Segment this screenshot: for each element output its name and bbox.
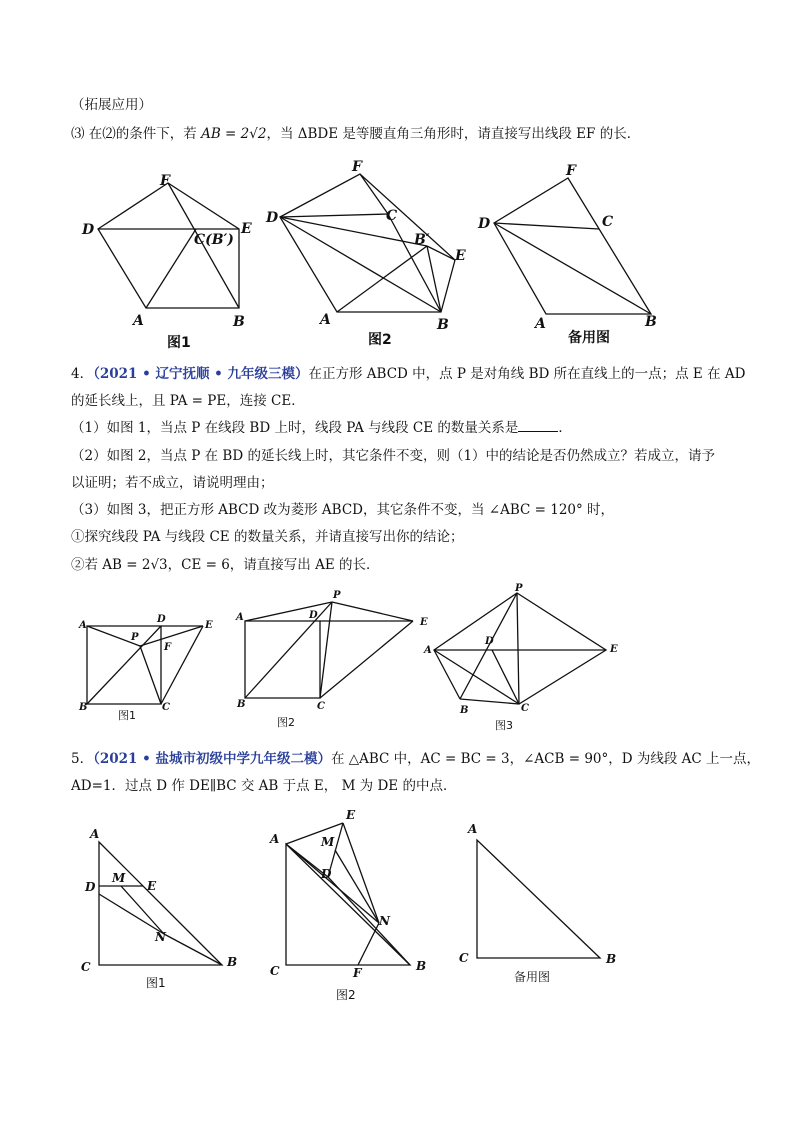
caption-top-fig1: 图1 — [167, 335, 191, 351]
p5-number: 5． — [71, 751, 94, 767]
p4-sub3-b: ②若 AB = 2√3，CE = 6，请直接写出 AE 的长． — [71, 557, 380, 573]
label-A: A — [236, 612, 244, 623]
label-C: C — [521, 703, 529, 714]
p4-sub1 — [71, 419, 572, 437]
p5-fig1 — [81, 827, 237, 990]
label-P: P — [131, 632, 139, 643]
label-C: C — [162, 702, 170, 713]
label-A: A — [535, 316, 546, 332]
label-N: N — [379, 914, 390, 928]
label-C: C — [602, 214, 614, 230]
label-CB: C(B′) — [194, 232, 234, 248]
label-D: D — [157, 614, 166, 625]
label-B: B — [233, 314, 245, 330]
label-F: F — [353, 966, 362, 980]
label-B: B — [606, 952, 617, 966]
label-F: F — [164, 642, 172, 653]
label-B: B — [437, 317, 449, 333]
label-B: B — [645, 314, 657, 330]
p5-fig-spare — [459, 822, 616, 984]
top-fig2 — [265, 159, 466, 348]
q3-math: AB = 2√2 — [201, 126, 267, 142]
top-figure-row — [0, 0, 794, 360]
caption-p4-fig3: 图3 — [495, 719, 513, 732]
label-A: A — [424, 645, 432, 656]
label-F: F — [160, 173, 170, 189]
label-A: A — [133, 313, 144, 329]
p4-line2: 的延长线上，且 PA = PE，连接 CE． — [71, 393, 305, 409]
label-A: A — [468, 822, 478, 836]
p5-line1 — [71, 750, 760, 768]
label-A: A — [79, 620, 87, 631]
p5-figure-row — [0, 800, 794, 1020]
label-D: D — [85, 880, 96, 894]
p5-line1-rest: 在 △ABC 中，AC = BC = 3，∠ACB = 90°，D 为线段 AC 上一点， — [330, 751, 761, 767]
caption-p5-fig1: 图1 — [146, 976, 166, 990]
label-B: B — [416, 959, 427, 973]
label-B: B — [237, 699, 246, 710]
top-fig-spare — [477, 163, 657, 346]
label-B-prime: B′ — [414, 232, 430, 248]
label-E: E — [147, 879, 157, 893]
p4-fig3 — [423, 583, 618, 732]
q3-prefix: ⑶ 在⑵的条件下，若 — [71, 126, 202, 142]
label-C: C — [270, 964, 280, 978]
caption-top-spare: 备用图 — [568, 330, 610, 346]
label-A: A — [90, 827, 100, 841]
label-F: F — [566, 163, 576, 179]
label-N: N — [155, 930, 166, 944]
p4-fig2 — [235, 590, 428, 729]
label-D: D — [82, 222, 95, 238]
label-P: P — [515, 583, 523, 594]
p4-sub3: （3）如图 3，把正方形 ABCD 改为菱形 ABCD，其它条件不变，当 ∠ABC = 120° 时， — [71, 502, 615, 518]
caption-p5-fig2: 图2 — [336, 988, 356, 1002]
label-P: P — [333, 590, 341, 601]
p5-fig2 — [269, 808, 426, 1002]
p4-sub2-line2: 以证明；若不成立，请说明理由； — [71, 475, 274, 491]
label-D: D — [478, 216, 491, 232]
label-F: F — [352, 159, 362, 175]
label-C: C — [317, 701, 325, 712]
label-E: E — [205, 620, 213, 631]
label-M: M — [321, 835, 335, 849]
label-B: B — [227, 955, 238, 969]
answer-blank[interactable] — [518, 419, 558, 432]
section-label: （拓展应用） — [71, 97, 152, 113]
label-D: D — [309, 610, 318, 621]
label-E: E — [610, 644, 618, 655]
p4-number: 4． — [71, 366, 94, 382]
caption-p4-fig1: 图1 — [118, 709, 136, 722]
p4-sub1-end: ． — [558, 420, 572, 436]
label-C: C — [81, 960, 91, 974]
p4-fig1 — [78, 614, 213, 722]
caption-p5-spare: 备用图 — [514, 970, 551, 984]
p4-line1-rest: 在正方形 ABCD 中，点 P 是对角线 BD 所在直线上的一点；点 E 在 AD — [308, 366, 746, 382]
caption-top-fig2: 图2 — [368, 332, 392, 348]
p4-source: （2021 • 辽宁抚顺 • 九年级三模） — [93, 366, 309, 382]
p5-source: （2021 • 盐城市初级中学九年级二模） — [93, 751, 331, 767]
label-B: B — [79, 702, 88, 713]
label-A: A — [270, 832, 280, 846]
label-D: D — [321, 867, 332, 881]
label-E: E — [455, 248, 466, 264]
p4-sub3-a: ①探究线段 PA 与线段 CE 的数量关系，并请直接写出你的结论； — [71, 529, 464, 545]
label-M: M — [112, 871, 126, 885]
p4-line1 — [71, 365, 745, 383]
top-fig1 — [81, 173, 252, 351]
label-D: D — [266, 210, 279, 226]
label-E: E — [346, 808, 356, 822]
p4-figure-row — [0, 580, 794, 740]
caption-p4-fig2: 图2 — [277, 716, 295, 729]
label-E: E — [241, 221, 252, 237]
label-A: A — [320, 312, 331, 328]
label-C: C — [386, 208, 398, 224]
p4-sub1-text: （1）如图 1，当点 P 在线段 BD 上时，线段 PA 与线段 CE 的数量关系是 — [71, 420, 519, 436]
label-D: D — [485, 636, 494, 647]
q3-suffix: ，当 ΔBDE 是等腰直角三角形时，请直接写出线段 EF 的长． — [266, 126, 641, 142]
p4-sub2-line1: （2）如图 2，当点 P 在 BD 的延长线上时，其它条件不变，则（1）中的结论是否仍然成立？若成立，请予 — [71, 448, 716, 464]
label-B: B — [460, 705, 469, 716]
p5-line2: AD=1．过点 D 作 DE∥BC 交 AB 于点 E， M 为 DE 的中点． — [71, 778, 457, 794]
label-C: C — [459, 951, 469, 965]
label-E: E — [420, 617, 428, 628]
